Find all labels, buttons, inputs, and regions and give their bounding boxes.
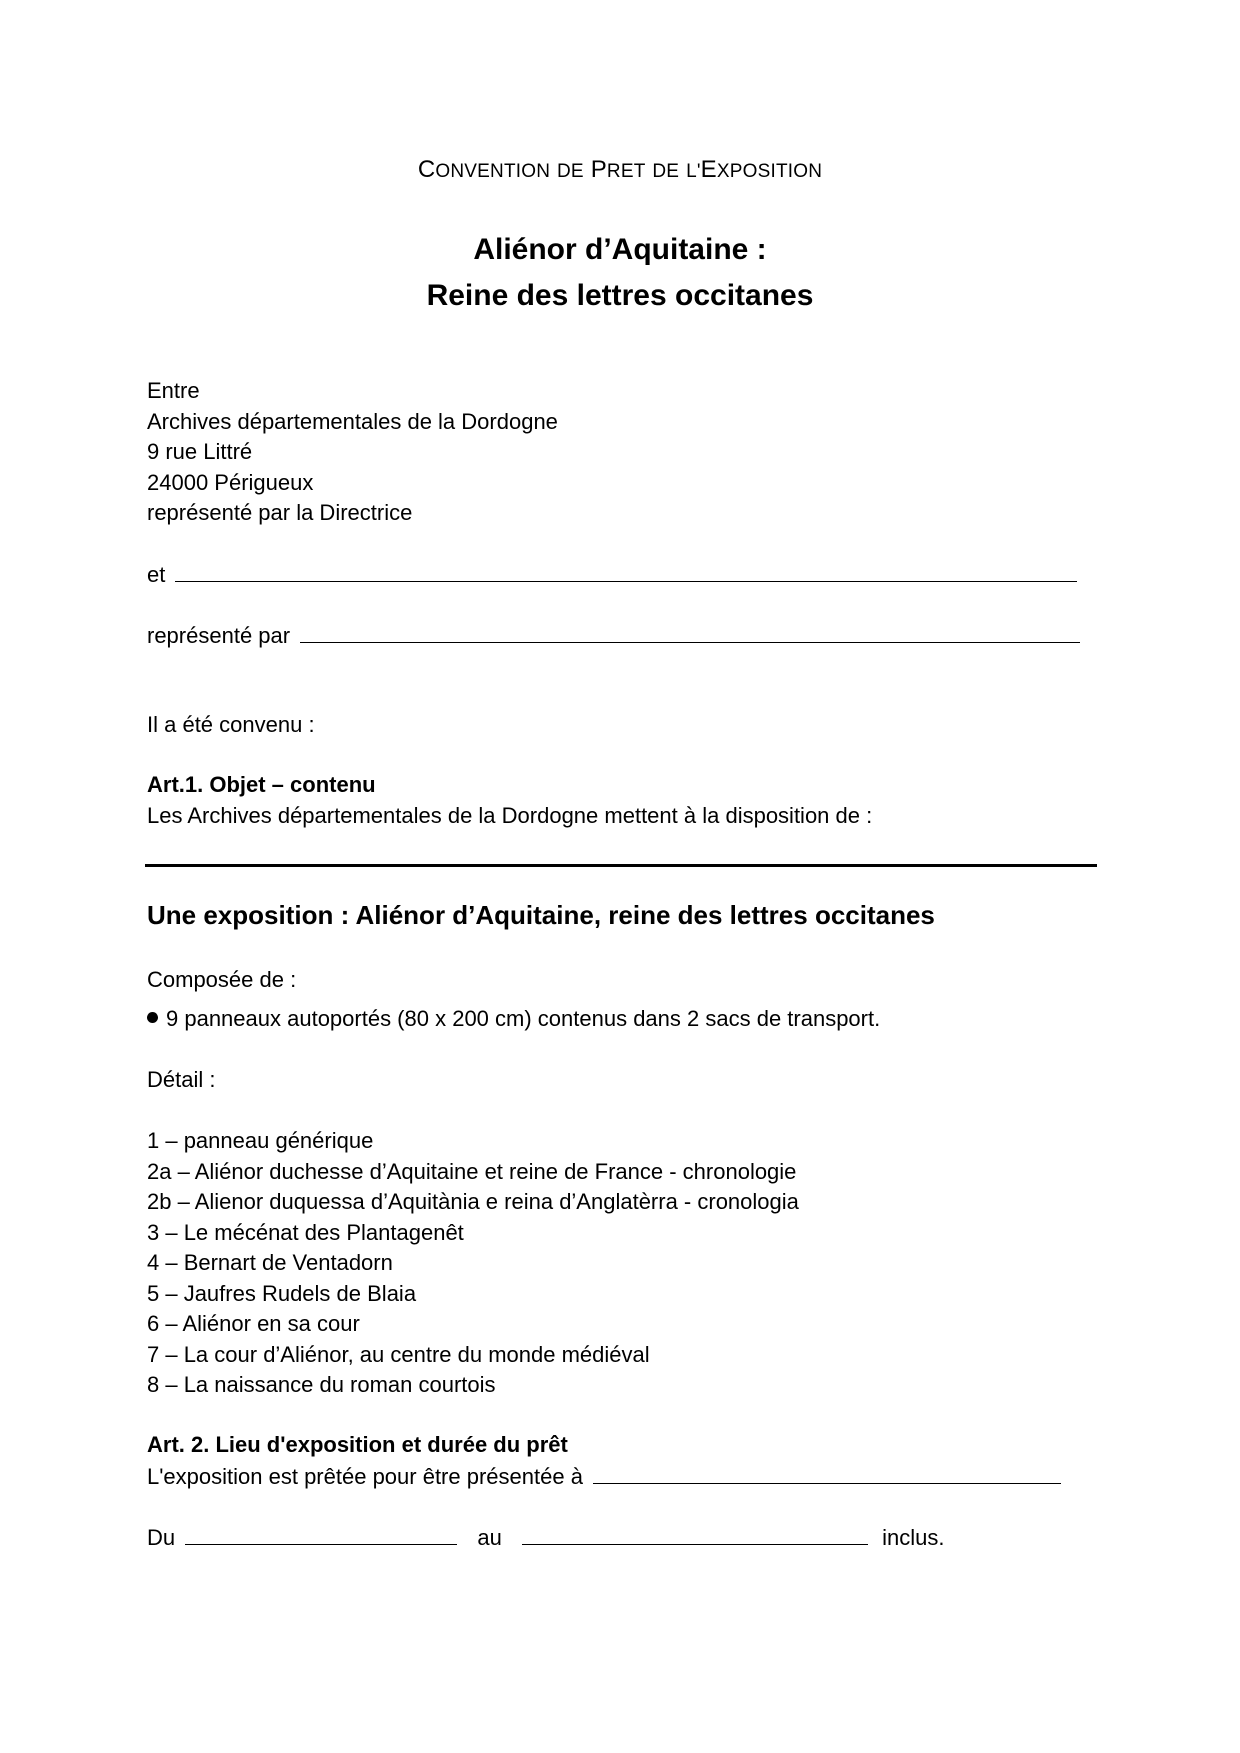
art2-heading: Art. 2. Lieu d'exposition et durée du prêt: [147, 1432, 568, 1457]
et-label: et: [147, 562, 166, 587]
panels-list: [147, 1126, 799, 1401]
represente-par-label: représenté par: [147, 623, 291, 648]
composed-label: Composée de :: [147, 967, 297, 992]
du-label: Du: [147, 1525, 176, 1550]
list-item: 7 – La cour d’Aliénor, au centre du monde médiéval: [147, 1341, 650, 1367]
art2-line: [147, 1461, 1061, 1493]
art2-text: L'exposition est prêtée pour être présentée à: [147, 1464, 583, 1489]
list-item: 1 – panneau générique: [147, 1128, 374, 1153]
au-label: au: [477, 1525, 502, 1550]
start-date-blank-field[interactable]: [185, 1522, 457, 1545]
list-item: 8 – La naissance du roman courtois: [147, 1372, 496, 1397]
list-item: 4 – Bernart de Ventadorn: [147, 1250, 393, 1275]
list-item: 2a – Aliénor duchesse d’Aquitaine et reine de France - chronologie: [147, 1158, 797, 1184]
list-item: 2b – Alienor duquessa d’Aquitània e reina d’Anglatèrra - cronologia: [147, 1189, 799, 1214]
dates-line: [147, 1522, 944, 1554]
address-street: 9 rue Littré: [147, 439, 253, 464]
main-title-line2: Reine des lettres occitanes: [426, 279, 814, 312]
inclus-label: inclus.: [882, 1525, 945, 1550]
parties-block: [147, 376, 558, 529]
detail-label: Détail :: [147, 1067, 216, 1092]
org-name: Archives départementales de la Dordogne: [147, 408, 558, 434]
end-date-blank-field[interactable]: [522, 1522, 868, 1545]
section-divider: [145, 864, 1097, 867]
represente-par-blank-field[interactable]: [300, 620, 1080, 643]
art1-text: Les Archives départementales de la Dordogne mettent à la disposition de :: [147, 803, 873, 828]
bullet-icon: [147, 1012, 158, 1023]
list-item: 6 – Aliénor en sa cour: [147, 1311, 360, 1336]
represented-by-director: représenté par la Directrice: [147, 500, 413, 525]
represente-par-line: [147, 620, 1080, 652]
exhibition-heading: Une exposition : Aliénor d’Aquitaine, reine des lettres occitanes: [147, 900, 935, 930]
agreement-intro: Il a été convenu :: [147, 712, 315, 737]
et-line: [147, 559, 1077, 591]
bullet-text: 9 panneaux autoportés (80 x 200 cm) contenus dans 2 sacs de transport.: [166, 1006, 881, 1031]
list-item: 5 – Jaufres Rudels de Blaia: [147, 1280, 417, 1306]
entre-label: Entre: [147, 378, 200, 403]
main-title-line1: Aliénor d’Aquitaine :: [473, 233, 767, 266]
art1-heading: Art.1. Objet – contenu: [147, 772, 376, 797]
venue-blank-field[interactable]: [593, 1461, 1061, 1484]
address-city: 24000 Périgueux: [147, 469, 314, 495]
et-blank-field[interactable]: [175, 559, 1077, 582]
convention-title: CONVENTION DE PRET DE L'EXPOSITION: [417, 156, 823, 183]
list-item: 3 – Le mécénat des Plantagenêt: [147, 1219, 464, 1245]
bullet-item: [147, 1004, 880, 1035]
